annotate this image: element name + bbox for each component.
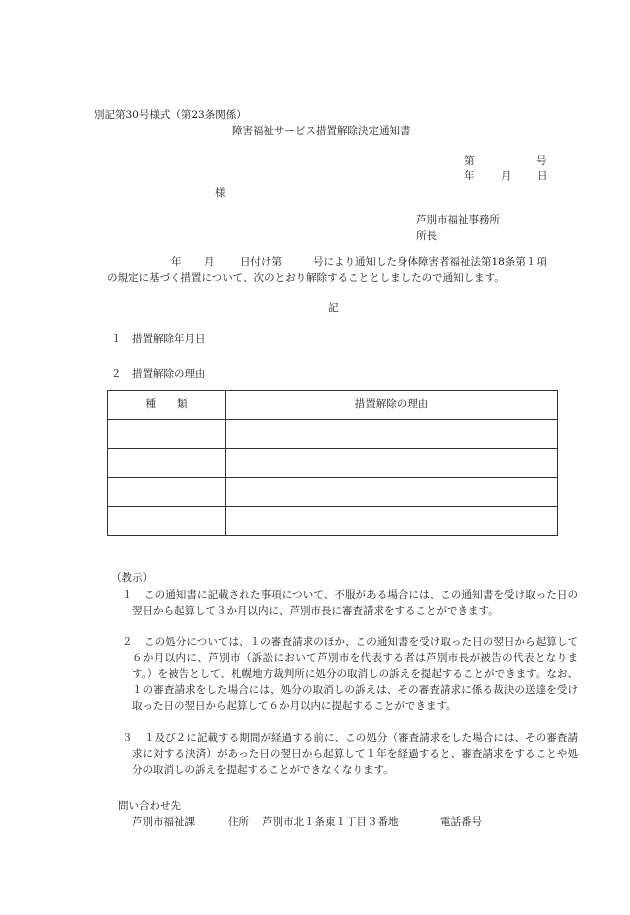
notice-item-text: １及び２に記載する期間が経過する前に、この処分（審査請求をした場合には、その審査請求に対する決済）があった日の翌日から起算して１年を経過すると、審査請求をすることや処分の取消しの訴えを提起することができなくなります。	[132, 732, 578, 776]
notice-item-1	[122, 587, 578, 619]
contact-address-label: 住所	[228, 816, 249, 828]
notice-item-2	[122, 634, 578, 714]
table-cell-type[interactable]	[108, 507, 226, 536]
ki-heading: 記	[328, 302, 339, 314]
body-line-1: 号により通知した身体障害者福祉法第18条第１項	[313, 256, 547, 268]
contact-department: 芦別市福祉課	[132, 816, 195, 828]
column-header-type: 種 類	[108, 391, 226, 420]
contact-address: 芦別市北１条東１丁目３番地	[262, 816, 399, 828]
table-row	[108, 478, 558, 507]
document-title: 障害福祉サービス措置解除決定通知書	[232, 125, 411, 137]
table-cell-type[interactable]	[108, 420, 226, 449]
notice-item-text: この通知書に記載された事項について、不服がある場合には、この通知書を受け取った日の翌日から起算して３か月以内に、芦別市長に審査請求をすることができます。	[132, 589, 578, 617]
table-cell-type[interactable]	[108, 449, 226, 478]
date-month: 月	[501, 170, 512, 182]
table-row	[108, 507, 558, 536]
reasons-table	[107, 390, 558, 536]
notice-heading: （教示）	[111, 572, 153, 584]
ref-day-number: 日付け第	[240, 256, 282, 268]
table-row	[108, 449, 558, 478]
table-cell-reason[interactable]	[226, 420, 558, 449]
table-cell-reason[interactable]	[226, 449, 558, 478]
form-number: 別記第30号様式（第23条関係）	[94, 109, 247, 121]
body-line-2: の規定に基づく措置について、次のとおり解除することとしましたので通知します。	[107, 272, 505, 284]
date-day: 日	[537, 170, 548, 182]
issuer-title: 所長	[416, 230, 437, 242]
notice-item-3	[122, 730, 578, 778]
item-cancellation-date: １ 措置解除年月日	[111, 333, 206, 345]
contact-phone-label: 電話番号	[440, 816, 482, 828]
doc-number-suffix: 号	[536, 155, 547, 167]
table-cell-reason[interactable]	[226, 507, 558, 536]
ref-year: 年	[171, 256, 182, 268]
notice-item-number: １	[122, 589, 133, 601]
doc-number-prefix: 第	[464, 155, 475, 167]
contact-heading: 問い合わせ先	[118, 800, 181, 812]
notice-item-number: ２	[122, 636, 133, 648]
table-header-row	[108, 391, 558, 420]
addressee-honorific: 様	[215, 187, 226, 199]
date-year: 年	[464, 170, 475, 182]
notice-item-text: この処分については、１の審査請求のほか、この通知書を受け取った日の翌日から起算して６か月以内に、芦別市（訴訟において芦別市を代表する者は芦別市長が被告の代表となります。）を被告として、札幌地方裁判所に処分の取消しの訴えを提起することができます。なお、１の審査請求をした場合には、処分の取消しの訴えは、その審査請求に係る裁決の送達を受け取った日の翌日から起算して６か月以内に提起することができます。	[132, 636, 578, 712]
ref-month: 月	[204, 256, 215, 268]
notice-item-number: ３	[122, 732, 133, 744]
column-header-reason: 措置解除の理由	[226, 391, 558, 420]
item-cancellation-reason: ２ 措置解除の理由	[111, 368, 206, 380]
table-cell-type[interactable]	[108, 478, 226, 507]
table-cell-reason[interactable]	[226, 478, 558, 507]
issuer-office: 芦別市福祉事務所	[416, 214, 500, 226]
table-row	[108, 420, 558, 449]
